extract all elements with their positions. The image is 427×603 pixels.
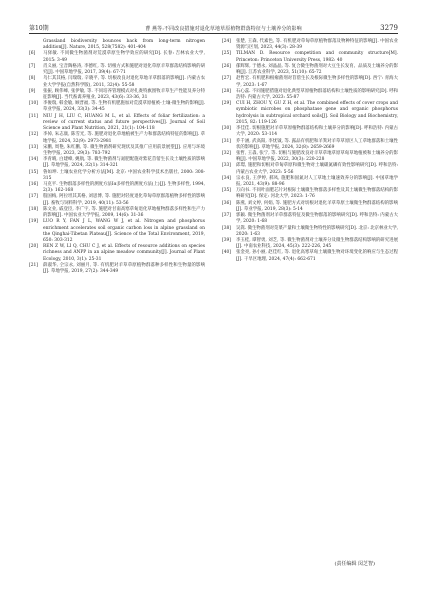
reference-number: [36] [222,200,232,206]
reference-entry [222,188,398,200]
page-number: 3279 [380,24,398,32]
reference-text: 马驿敏. 不同微生物菌剂对荒漠草原生物学效应的研究[D]. 长春: 吉林农业大学, 2015: 3-49 [43,51,205,63]
reference-entry [29,101,205,113]
reference-number: [33] [222,163,232,169]
reference-number: [40] [222,250,232,256]
reference-text: NIU J H, LIU C, HUANG M L, et al. Effects of foliar fertilization: a review of current status and future perspectives[J]. Journal of Soil Science and Plant Nutrition, 2021, 21(1): 104-118 [43,113,205,132]
reference-number: [29] [222,101,232,107]
reference-text: Grassland biodiversity bounces back from long-term nitrogen addition[J]. Nature, 2015, 528(7582): 401-404 [43,39,205,51]
reference-text: 李俊瑞, 韩金敏, 顾晋福, 等. 生物有机肥施加对荒漠草原植被-土壤-微生物的影响[J]. 草业学报, 2024, 33(3): 34-45 [43,101,205,113]
reference-number: [6] [29,51,36,57]
reference-text: 李佳佳. 切根施肥对羊草草原植物群落结构和土壤养分的影响[D]. 呼和浩特: 内蒙古大学, 2020: 53-114 [236,126,398,138]
reference-text: 陈燕, 刘文婷, 何娟, 等. 施肥方式对切根对退化羊草草原土壤微生物群落结构的影响[J]. 草业学报, 2019, 28(3): 5-14 [236,200,398,212]
reference-number: [13] [29,144,39,150]
reference-text: LUO R Y, FAN J L, WANG W J, et al. Nitrogen and phosphorus enrichment accelerates soil organic carbon loss in alpine grassland on the Qinghai-Tibetan Plateau[J]. Science of the Total Environment, 2019, 650: 303-312 [43,219,205,243]
reference-text: REN Z W, LI Q, CHU C J, et al. Effects of resource additions on species richness and ANPP in an alpine meadow community[J]. Journal of Plant Ecology, 2010, 3(1): 25-31 [43,244,205,262]
reference-text: 宗永良, 王伊婷, 郝凤, 施肥和固氮对人工草地土壤速效养分的影响[J]. 中国草地学报, 2021, 43(9): 88-96 [236,175,398,188]
reference-text: CUI H, ZHOU Y, GU Z H, et al. The combined effects of cover crops and symbiotic microbes on phosphatase gene and organic phosphorus hydrolysis in subtropical orchard soils[J]. Soil Biology and Biochemistry, 2015, 82: 119-126 [236,101,398,125]
issue-number: 第10期 [29,25,49,32]
reference-number: [12] [29,132,39,138]
reference-entry [222,163,398,175]
reference-entry [29,182,205,194]
reference-text: 肖义丽, 宝音陶格涛, 李德红, 等. 切根方式和施肥对退化草原羊草群落结构影响的研究[J]. 中国草地学报, 2017, 39(4): 67-71 [43,63,205,76]
reference-text: 郭颖. 微生物菌剂对羊草群落特征及微生物群落的影响研究[D]. 呼和浩特: 内蒙古大学, 2020: 1-68 [236,213,398,225]
reference-entry [222,89,398,101]
reference-text: 张哲, 王淼, 张宁, 等. 切根与施肥改良对羊草草地草原草甸草地植被和土壤养分的影响[J]. 中国草地学报, 2022, 30(3): 220-228 [236,150,398,163]
reference-text: 李倬, 朱志康, 陈雪光, 等. 施肥对退化草地植被生产力和群落结构特征的影响[J]. 草地学报, 2024, 32(9): 2973-2981 [43,132,205,144]
reference-entry [29,39,205,51]
reference-number: [32] [222,150,232,156]
reference-entry [29,244,205,263]
reference-entry [29,170,205,182]
reference-text: 赵哲宏. 有机肥和根瘤菌剂对苜蓿生长及根际微生物多样性的影响[D]. 西宁: 青海大学, 2023: 1-67 [236,76,398,88]
reference-entry [222,238,398,250]
reference-text: 马克平. 生物群落多样性的测度方法Ⅰα多样性的测度方法(上)[J]. 生物多样性, 1994, 2(3): 162-168 [43,182,205,194]
reference-entry [222,76,398,88]
reference-number: [30] [222,126,232,132]
reference-text: 殷国梅, 阿拉坦其其格, 刘思博, 等. 施肥对轻度退化草甸草原群落植物多样性的影响[J]. 畜牧与饲料科学, 2019, 40(11): 53-56 [43,194,205,206]
reference-entry [29,157,205,169]
reference-text: 郁辉辉, 于德永, 刘晶晶, 等. 复合微生物菌剂对大豆生长发育、品质及土壤养分的影响[J]. 江苏农业科学, 2023, 51(10): 65-72 [236,63,398,76]
reference-entry [29,64,205,76]
reference-entry [222,226,398,238]
reference-text: 张楚, 王森, 代素色, 等. 有机肥对草甸草原植物群落及物种特征的影响[J]. 中国农业资源与区划, 2023, 44(3): 28-39 [236,39,398,51]
reference-entry [222,139,398,151]
reference-entry [222,213,398,225]
reference-number: [9] [29,88,36,94]
reference-number: [14] [29,157,39,163]
reference-number: [19] [29,219,39,225]
reference-number: [18] [29,206,39,212]
running-title: 曹 燕等:不同改良措施对退化草地草原植物群落特征与土壤养分的影响 [145,26,302,32]
reference-entry [29,194,205,206]
reference-text: 张振, 顾伟峰, 张伊敏, 等. 不同培养管理模式对扎赉特旗围牧羊草生产性能及养分特征影响[J]. 当代畜禽养殖业, 2023, 43(6): 33-36, 31 [43,88,205,100]
reference-number: [26] [222,63,232,69]
reference-number: [7] [29,63,36,69]
reference-number: [24] [222,39,232,44]
reference-text: 李玉桂, 谭智勇, 刘芝, 等. 微生物菌剂对土壤养分及微生物群落结构影响的研究进展[J]. 中南农业科技, 2024, 45(3): 222-226, 245 [236,238,398,250]
reference-entry [222,101,398,126]
reference-entry [29,207,205,219]
reference-text: 万向书. 不同叶面肥芯片对根际土壤微生物群落多样性及其土壤微生物群落结构的影响研究[D]. 保定: 河北大学, 2023: 1-76 [236,188,398,200]
reference-text: 宋鹏, 周艳, 朱红鹏, 等. 微生物菌剂研究现状及其推广应用前景展望[J]. 应用与环境生物学报, 2023, 29(3): 783-792 [43,144,205,156]
reference-number: [20] [29,244,39,250]
reference-number: [28] [222,88,232,94]
reference-text: 邱璟, 施肥和切根对草甸草原和微生物对土壤碳氮磷有效性影响研究[D]. 呼和浩特: 内蒙古农业大学, 2023: 5-56 [236,163,398,175]
reference-text: 鲁如坤. 土壤农业化学分析方法[M]. 北京: 中国农业科学技术出版社, 2000: 308-315 [43,169,205,181]
reference-number: [17] [29,194,39,200]
reference-number: [37] [222,213,232,219]
reference-text: 乔千涵, 武高阳, 李忧钺, 等. 露品有机肥和羊粪对羊草草原区人工草地群落和土壤性状的影响[J]. 草地学报, 2024, 32(8): 2659-2669 [236,138,398,150]
reference-number: [35] [222,188,232,194]
reference-text: 石心蕊. 不同施肥措施对退化典型草原植物群落结构和土壤性质的影响研究[D]. 呼和浩特: 内蒙古大学, 2023: 55-87 [236,88,398,100]
reference-text: 乌仁其其格, 闫瑞瑞, 辛晓平, 等. 切根改良对退化草地羊草群落的影响[J]. 内蒙古农业大学学报(自然科学版), 2011, 32(4): 55-58 [43,76,205,88]
references-right-column [222,39,398,263]
reference-text: 薛淑华, 仝宗永, 刘丽月, 等. 有机肥对羊草草原植物群落种多样性和生物量的影响[J]. 草地学报, 2019, 27(2): 344-349 [43,262,205,275]
reference-entry [222,51,398,63]
reference-entry [222,151,398,163]
reference-entry [29,263,205,275]
reference-number: [34] [222,175,232,181]
reference-entry [222,126,398,138]
reference-number: [15] [29,169,39,175]
reference-entry [222,201,398,213]
page-header [29,20,398,32]
editor-credit: (责任编辑 闵芝智) [334,561,375,567]
reference-number: [10] [29,101,39,107]
reference-number: [16] [29,182,39,188]
reference-entry [29,219,205,244]
reference-entry [29,145,205,157]
reference-number: [21] [29,262,39,268]
reference-entry [222,176,398,188]
reference-entry [29,89,205,101]
reference-text: 陈文业, 戚登臣, 李广宇, 等. 施肥对甘南高寒草甸退化草地植物群落多样性和生产力的影响[J]. 中国农业大学学报, 2009, 14(6): 31-36 [43,206,205,219]
reference-entry [29,114,205,133]
reference-number: [31] [222,138,232,144]
reference-entry [29,132,205,144]
reference-text: TILMAN D. Resource competition and community structure[M]. Princeton: Princeton University Press, 1982: 40 [236,51,398,63]
references-left-column [29,39,205,275]
reference-entry [29,51,205,63]
reference-number: [25] [222,51,232,57]
reference-number: [39] [222,238,232,243]
reference-entry [222,250,398,262]
reference-entry [222,64,398,76]
reference-entry [222,39,398,51]
reference-text: 吴嵩. 微生物菌剂对苋菜产量和土壤微生物特性的影响研究[D]. 北京: 北京林业大学, 2020: 1-63 [236,225,398,237]
reference-number: [27] [222,76,232,82]
reference-entry [29,76,205,88]
reference-text: 张金亮, 孙小丽, 赵佳红, 等. 退化高寒草甸土壤微生物对环境变化的响应与生态过程[J]. 干旱区地理, 2024, 47(4): 662-671 [236,250,398,262]
reference-number: [11] [29,113,39,119]
reference-text: 李青晴, 白建峰, 姚航, 等. 微生物菌剂与氮肥配施对紫花苜蓿生长及土壤性质的影响[J]. 草地学报, 2024, 32(1): 314-321 [43,157,205,169]
reference-number: [8] [29,76,36,82]
reference-number: [38] [222,225,232,231]
header-rule [29,33,398,34]
